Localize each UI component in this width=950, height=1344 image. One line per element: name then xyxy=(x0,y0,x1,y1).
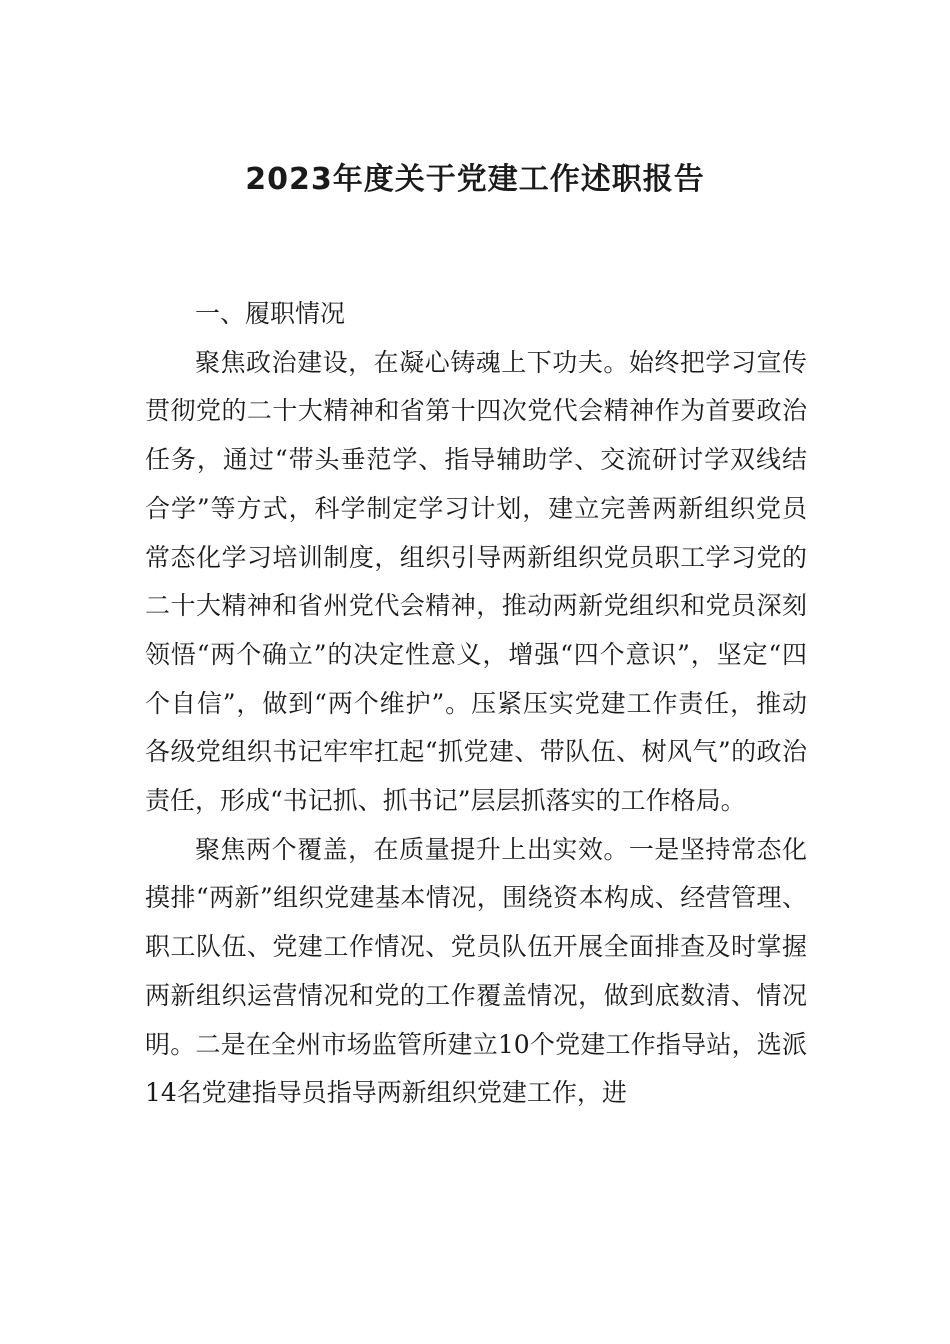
section-heading: 一、履职情况 xyxy=(195,299,346,328)
document-body xyxy=(145,290,807,1118)
paragraph-two-coverages: 聚焦两个覆盖，在质量提升上出实效。一是坚持常态化摸排“两新”组织党建基本情况，围绕资本构成、经营管理、职工队伍、党建工作情况、党员队伍开展全面排查及时掌握两新组织运营情况和党的工作覆盖情况，做到底数清、情况明。二是在全州市场监管所建立10个党建工作指导站，选派14名党建指导员指导两新组织党建工作，进 xyxy=(145,834,807,1108)
document-title: 2023年度关于党建工作述职报告 xyxy=(245,162,705,197)
paragraph-political-building: 聚焦政治建设，在凝心铸魂上下功夫。始终把学习宣传贯彻党的二十大精神和省第十四次党代会精神作为首要政治任务，通过“带头垂范学、指导辅助学、交流研讨学双线结合学”等方式，科学制定学习计划，建立完善两新组织党员常态化学习培训制度，组织引导两新组织党员职工学习党的二十大精神和省州党代会精神，推动两新党组织和党员深刻领悟“两个确立”的决定性意义，增强“四个意识”，坚定“四个自信”，做到“两个维护”。压紧压实党建工作责任，推动各级党组织书记牢牢扛起“抓党建、带队伍、树风气”的政治责任，形成“书记抓、抓书记”层层抓落实的工作格局。 xyxy=(145,347,807,816)
